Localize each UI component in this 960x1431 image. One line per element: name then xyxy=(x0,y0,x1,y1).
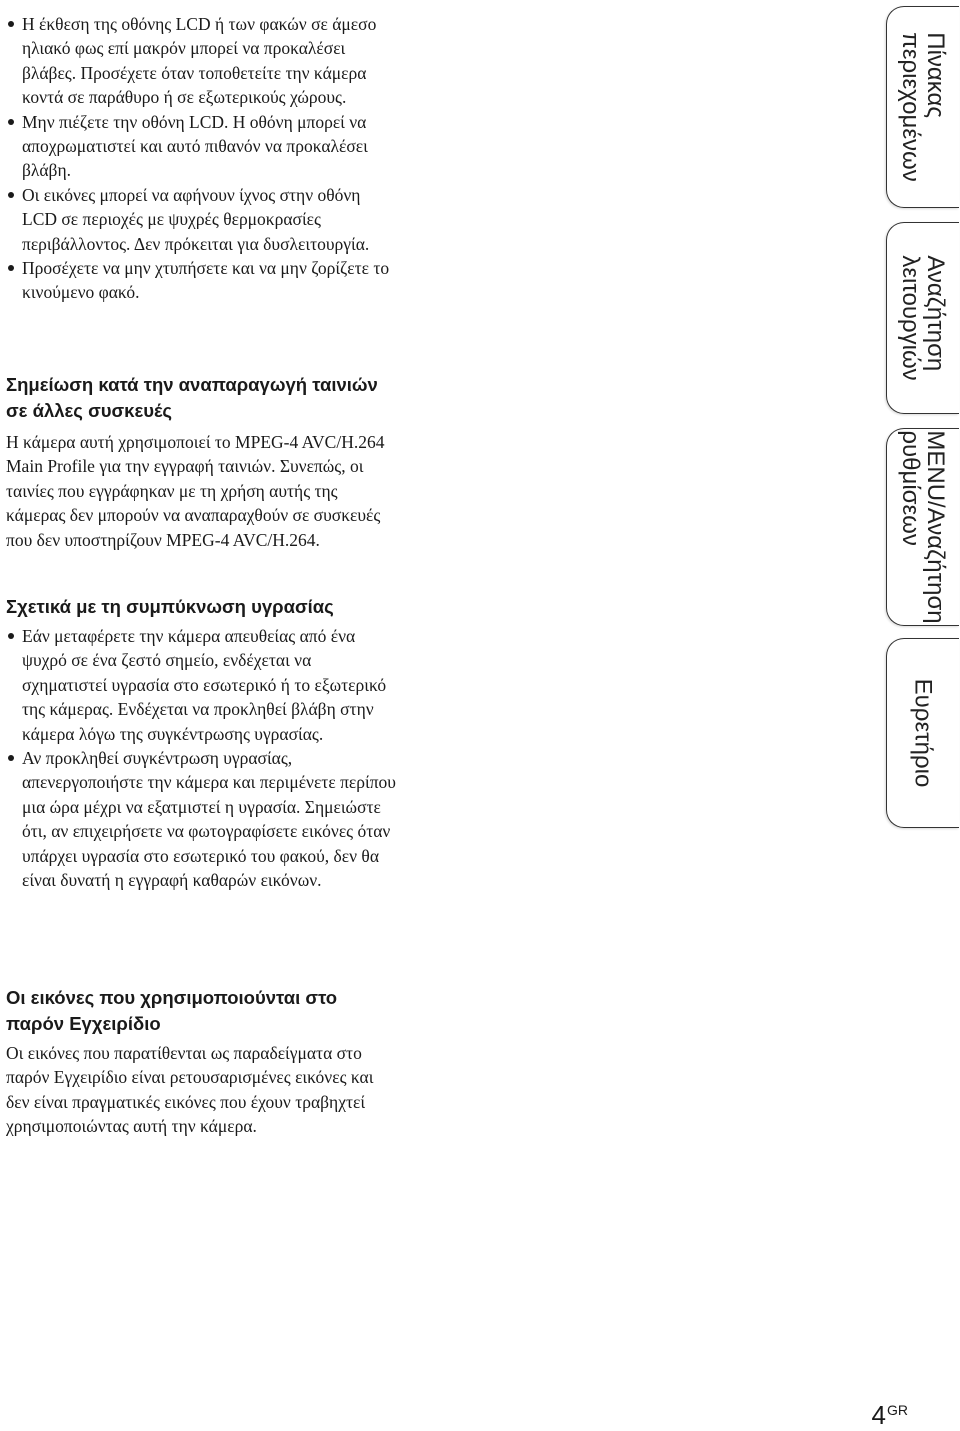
images-section xyxy=(6,985,396,1139)
images-body: Οι εικόνες που παρατίθενται ως παραδείγματα στο παρόν Εγχειρίδιο είναι ρετουσαρισμένες εικόνες και δεν είναι πραγματικές εικόνες που έχουν τραβηχτεί χρησιμοποιώντας αυτή την κάμερα. xyxy=(6,1043,374,1137)
list-item: Η έκθεση της οθόνης LCD ή των φακών σε άμεσο ηλιακό φως επί μακρόν μπορεί να προκαλέσει βλάβες. Προσέχετε όταν τοποθετείτε την κάμερα κοντά σε παράθυρο ή σε εξωτερικούς χώρους. xyxy=(6,12,396,110)
tab-menu-settings-search[interactable] xyxy=(886,428,959,626)
list-item: Μην πιέζετε την οθόνη LCD. Η οθόνη μπορεί να αποχρωματιστεί και αυτό πιθανόν να προκαλέσει βλάβη. xyxy=(6,110,396,183)
tab-label: Πίνακας περιεχομένων xyxy=(897,32,949,182)
list-item: Προσέχετε να μην χτυπήσετε και να μην ζορίζετε το κινούμενο φακό. xyxy=(6,256,396,305)
tab-operation-search[interactable] xyxy=(886,222,959,414)
top-notes xyxy=(6,12,396,305)
images-heading: Οι εικόνες που χρησιμοποιούνται στο παρόν Εγχειρίδιο xyxy=(6,987,338,1034)
tab-table-of-contents[interactable] xyxy=(886,6,959,208)
tab-label: Ευρετήριο xyxy=(909,678,937,788)
playback-section xyxy=(6,372,396,552)
list-item: Αν προκληθεί συγκέντρωση υγρασίας, απενεργοποιήστε την κάμερα και περιμένετε περίπου μια ώρα μέχρι να εξατμιστεί η υγρασία. Σημειώστε ότι, αν επιχειρήσετε να φωτογραφίσετε εικόνες όταν υπάρχει υγρασία στο εσωτερικό του φακού, δεν θα είναι δυνατή η εγγραφή καθαρών εικόνων. xyxy=(6,746,396,892)
playback-heading: Σημείωση κατά την αναπαραγωγή ταινιών σε άλλες συσκευές xyxy=(6,374,378,421)
condensation-heading: Σχετικά με τη συμπύκνωση υγρασίας xyxy=(6,596,334,617)
page-number: $4^{GR}$ xyxy=(871,1400,908,1430)
tab-label: Αναζήτηση λειτουργιών xyxy=(897,255,949,381)
tab-index[interactable] xyxy=(886,638,959,828)
list-item: Οι εικόνες μπορεί να αφήνουν ίχνος στην οθόνη LCD σε περιοχές με ψυχρές θερμοκρασίες περιβάλλοντος. Δεν πρόκειται για δυσλειτουργία. xyxy=(6,183,396,256)
playback-body: Η κάμερα αυτή χρησιμοποιεί το MPEG-4 AVC/H.264 Main Profile για την εγγραφή ταινιών. Συνεπώς, οι ταινίες που εγγράφηκαν με τη χρήση αυτής της κάμερας δεν μπορούν να αναπαραχθούν σε συσκευές που δεν υποστηρίζουν MPEG-4 AVC/H.264. xyxy=(6,432,385,550)
list-item: Εάν μεταφέρετε την κάμερα απευθείας από ένα ψυχρό σε ένα ζεστό σημείο, ενδέχεται να σχηματιστεί υγρασία στο εσωτερικό ή το εξωτερικό της κάμερας. Ενδέχεται να προκληθεί βλάβη στην κάμερα λόγω της συγκέντρωσης υγρασίας. xyxy=(6,624,396,746)
condensation-list xyxy=(6,624,396,892)
condensation-section xyxy=(6,594,396,892)
tab-label: MENU/Αναζήτηση ρυθμίσεων xyxy=(897,430,949,624)
lcd-care-list xyxy=(6,12,396,305)
